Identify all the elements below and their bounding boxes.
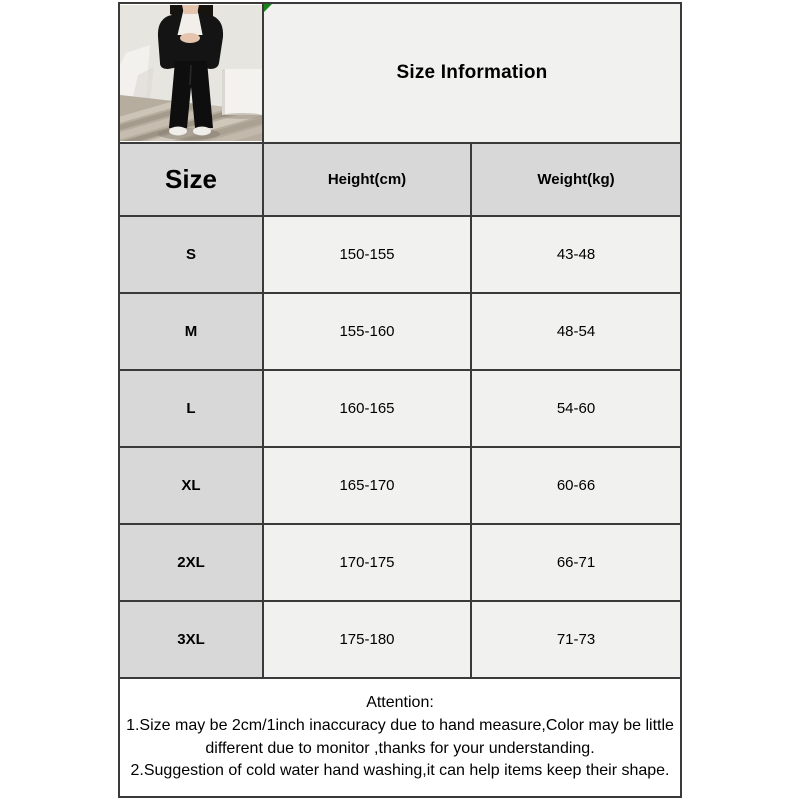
attention-note-1: 1.Size may be 2cm/1inch inaccuracy due to hand measure,Color may be little different due to monitor ,thanks for your understanding. — [126, 716, 674, 757]
height-value: 165-170 — [263, 447, 471, 524]
column-header-height: Height(cm) — [263, 143, 471, 216]
weight-value: 54-60 — [471, 370, 681, 447]
weight-value: 66-71 — [471, 524, 681, 601]
top-row — [119, 3, 681, 143]
attention-label: Attention: — [366, 694, 434, 712]
size-label: 2XL — [119, 524, 263, 601]
height-value: 160-165 — [263, 370, 471, 447]
table-row — [119, 447, 681, 524]
height-value: 150-155 — [263, 216, 471, 293]
weight-value: 48-54 — [471, 293, 681, 370]
height-value: 175-180 — [263, 601, 471, 678]
height-value: 155-160 — [263, 293, 471, 370]
attention-block — [119, 678, 681, 797]
weight-value: 60-66 — [471, 447, 681, 524]
size-table — [118, 2, 682, 798]
title-cell — [263, 3, 681, 143]
green-corner-marker-icon — [264, 4, 272, 12]
weight-value: 43-48 — [471, 216, 681, 293]
size-label: M — [119, 293, 263, 370]
page-title: Size Information — [396, 62, 548, 83]
height-value: 170-175 — [263, 524, 471, 601]
size-label: S — [119, 216, 263, 293]
table-row — [119, 370, 681, 447]
model-photo-illustration — [120, 5, 262, 141]
product-photo — [119, 3, 263, 143]
table-row — [119, 216, 681, 293]
column-header-size: Size — [119, 143, 263, 216]
size-label: L — [119, 370, 263, 447]
header-row — [119, 143, 681, 216]
attention-note-2: 2.Suggestion of cold water hand washing,it can help items keep their shape. — [130, 762, 670, 780]
table-row — [119, 524, 681, 601]
weight-value: 71-73 — [471, 601, 681, 678]
table-row — [119, 293, 681, 370]
attention-row — [119, 678, 681, 797]
size-label: 3XL — [119, 601, 263, 678]
size-label: XL — [119, 447, 263, 524]
column-header-weight: Weight(kg) — [471, 143, 681, 216]
table-row — [119, 601, 681, 678]
